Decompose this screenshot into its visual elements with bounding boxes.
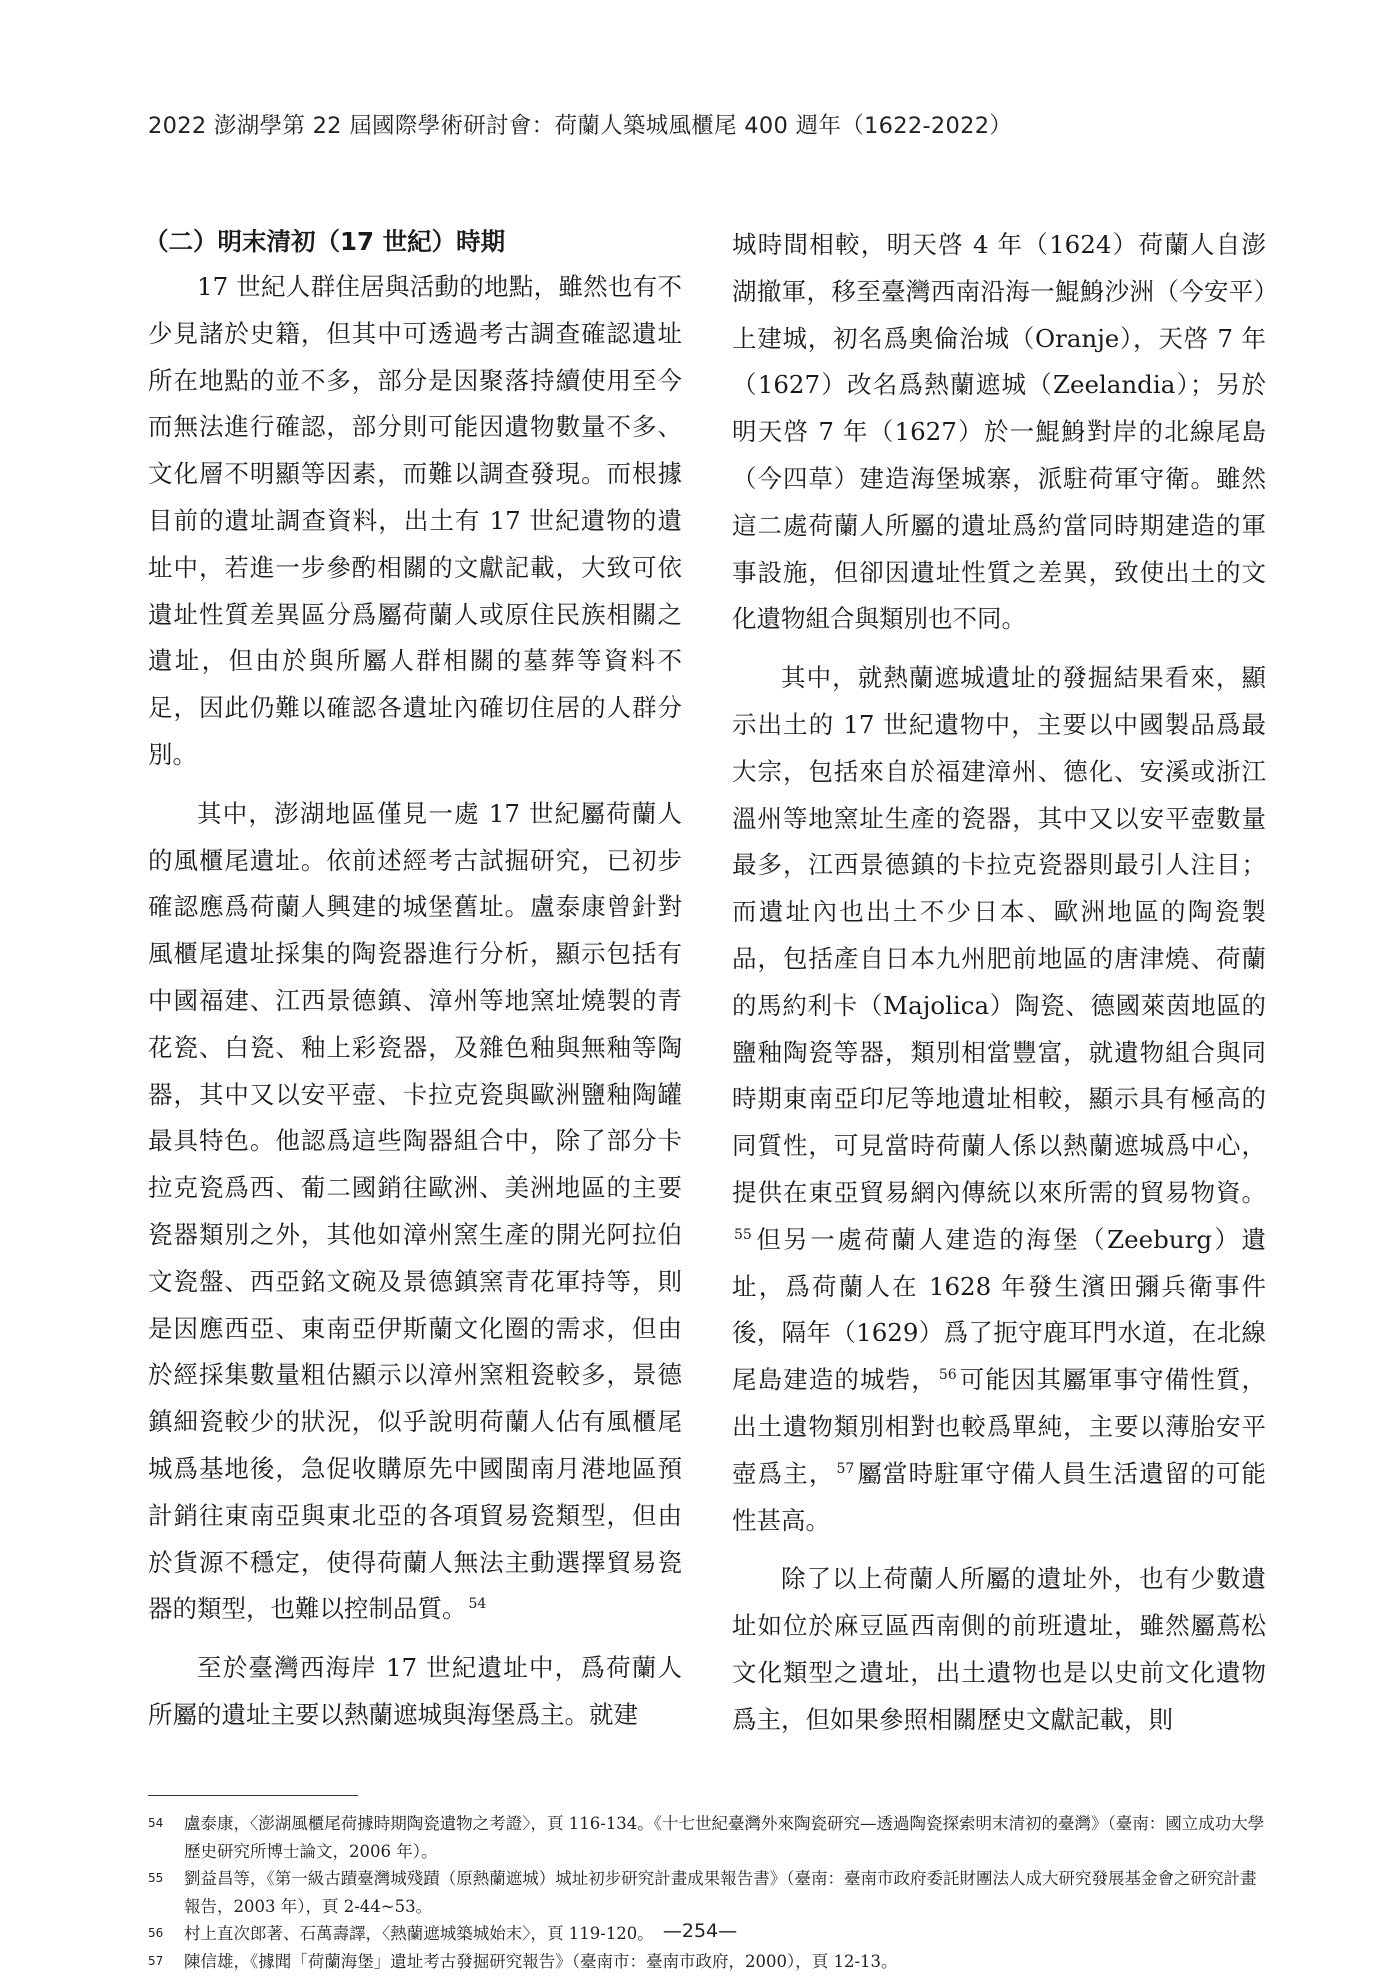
- paragraph: 除了以上荷蘭人所屬的遺址外，也有少數遺址如位於麻豆區西南側的前班遺址，雖然屬蔦松文化類型之遺址，出土遺物也是以史前文化遺物爲主，但如果參照相關歷史文獻記載，則: [732, 1564, 1266, 1734]
- paragraph: 至於臺灣西海岸 17 世紀遺址中，爲荷蘭人所屬的遺址主要以熱蘭遮城與海堡爲主。就建: [148, 1653, 682, 1729]
- footnote-54: [148, 1810, 1268, 1865]
- footnote-number: 54: [148, 1816, 164, 1830]
- footnote-ref-56[interactable]: 56: [938, 1367, 957, 1384]
- paragraph-continued: 城時間相較，明天啓 4 年（1624）荷蘭人自澎湖撤軍，移至臺灣西南沿海一鯤鯓沙洲（今安平）上建城，初名爲奧倫治城（Oranje），天啓 7 年（1627）改名爲熱蘭遮城（Zeelandia）；另於明天啓 7 年（1627）於一鯤鯓對岸的北線尾島（今四草）建造海堡城寨，派駐荷軍守衛。雖然這二處荷蘭人所屬的遺址爲約當同時期建造的軍事設施，但卻因遺址性質之差異，致使出土的文化遺物組合與類別也不同。: [732, 230, 1266, 634]
- footnote-ref-55[interactable]: 55: [734, 1226, 752, 1243]
- footnote-ref-54[interactable]: 54: [468, 1596, 487, 1613]
- footnote-number: 56: [148, 1926, 164, 1940]
- paragraph: [732, 655, 1266, 1544]
- footnote-separator: [148, 1795, 358, 1796]
- paragraph-text: 可能因其屬軍事守備性質，出土遺物類別相對也較爲單純，主要以薄胎安平壺爲主，: [732, 1365, 1267, 1488]
- section-heading: （二）明末清初（17 世紀）時期: [144, 227, 506, 256]
- running-header: 2022 澎湖學第 22 屆國際學術研討會：荷蘭人築城風櫃尾 400 週年（1622-2022）: [148, 113, 1013, 139]
- left-column: [144, 222, 682, 1751]
- footnote-number: 57: [148, 1953, 164, 1968]
- footnote-ref-57[interactable]: 57: [836, 1460, 855, 1477]
- footnote-text: 村上直次郎著、石萬壽譯，〈熱蘭遮城築城始末〉，頁 119-120。: [184, 1924, 654, 1943]
- paragraph-text: 其中，就熱蘭遮城遺址的發掘結果看來，顯示出土的 17 世紀遺物中，主要以中國製品爲最大宗，包括來自於福建漳州、德化、安溪或浙江溫州等地窯址生產的瓷器，其中又以安平壺數量最多，江西景德鎮的卡拉克瓷器則最引人注目；而遺址內也出土不少日本、歐洲地區的陶瓷製品，包括產自日本九州肥前地區的唐津燒、荷蘭的馬約利卡（Majolica）陶瓷、德國萊茵地區的鹽釉陶瓷等器，類別相當豐富，就遺物組合與同時期東南亞印尼等地遺址相較，顯示具有極高的同質性，可見當時荷蘭人係以熱蘭遮城爲中心，提供在東亞貿易網內傳統以來所需的貿易物資。: [732, 663, 1266, 1207]
- paragraph-text: 其中，澎湖地區僅見一處 17 世紀屬荷蘭人的風櫃尾遺址。依前述經考古試掘研究，已初步確認應爲荷蘭人興建的城堡舊址。盧泰康曾針對風櫃尾遺址採集的陶瓷器進行分析，顯示包括有中國福建、江西景德鎮、漳州等地窯址燒製的青花瓷、白瓷、釉上彩瓷器，及雜色釉與無釉等陶器，其中又以安平壺、卡拉克瓷與歐洲鹽釉陶罐最具特色。他認爲這些陶器組合中，除了部分卡拉克瓷爲西、葡二國銷往歐洲、美洲地區的主要瓷器類別之外，其他如漳州窯生產的開光阿拉伯文瓷盤、西亞銘文碗及景德鎮窯青花軍持等，則是因應西亞、東南亞伊斯蘭文化圈的需求，但由於經採集數量粗估顯示以漳州窯粗瓷較多，景德鎮細瓷較少的狀況，似乎說明荷蘭人佔有風櫃尾城爲基地後，急促收購原先中國閩南月港地區預計銷往東南亞與東北亞的各項貿易瓷類型，但由於貨源不穩定，使得荷蘭人無法主動選擇貿易瓷器的類型，也難以控制品質。: [148, 798, 682, 1624]
- footnote-text: 陳信雄，《據聞「荷蘭海堡」遺址考古發掘研究報告》（臺南市：臺南市政府，2000），頁 12-13。: [184, 1951, 898, 1971]
- paragraph-text: 但另一處荷蘭人建造的海堡（Zeeburg）遺址，爲荷蘭人在 1628 年發生濱田彌兵衛事件後，隔年（1629）爲了扼守鹿耳門水道，在北線尾島建造的城砦，: [732, 1224, 1266, 1395]
- paragraph: 17 世紀人群住居與活動的地點，雖然也有不少見諸於史籍，但其中可透過考古調查確認遺址所在地點的並不多，部分是因聚落持續使用至今而無法進行確認，部分則可能因遺物數量不多、文化層不明顯等因素，而難以調查發現。而根據目前的遺址調查資料，出土有 17 世紀遺物的遺址中，若進一步參酌相關的文獻記載，大致可依遺址性質差異區分爲屬荷蘭人或原住民族相關之遺址，但由於與所屬人群相關的墓葬等資料不足，因此仍難以確認各遺址內確切住居的人群分別。: [148, 272, 682, 769]
- footnote-text: 盧泰康，〈澎湖風櫃尾荷據時期陶瓷遺物之考證〉，頁 116-134。《十七世紀臺灣外來陶瓷研究—透過陶瓷探索明末清初的臺灣》（臺南：國立成功大學歷史研究所博士論文，2006 年）。: [184, 1814, 1265, 1861]
- footnote-text: 劉益昌等，《第一級古蹟臺灣城殘蹟（原熱蘭遮城）城址初步研究計畫成果報告書》（臺南：臺南市政府委託財團法人成大研究發展基金會之研究計畫報告，2003 年），頁 2-44~53。: [184, 1869, 1257, 1916]
- right-column: [732, 222, 1266, 1756]
- footnotes: [148, 1810, 1268, 1975]
- footnote-55: [148, 1865, 1268, 1920]
- footnote-number: 55: [148, 1871, 164, 1885]
- paragraph-text: 屬當時駐軍守備人員生活遺留的可能性甚高。: [732, 1458, 1267, 1535]
- page-number: —254—: [662, 1920, 738, 1942]
- paragraph: [148, 791, 682, 1633]
- footnote-57: [148, 1948, 1268, 1976]
